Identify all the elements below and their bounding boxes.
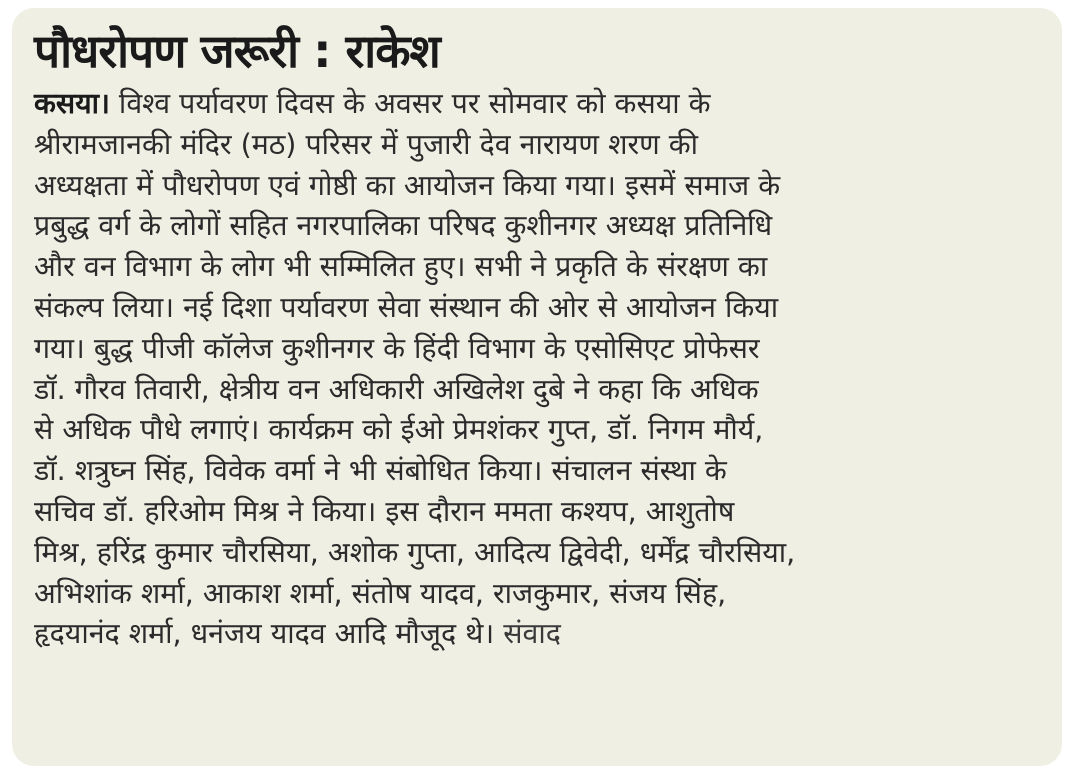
article-line-8: डॉ. गौरव तिवारी, क्षेत्रीय वन अधिकारी अखिलेश दुबे ने कहा कि अधिक [34,372,759,406]
article-line-10: डॉ. शत्रुघ्न सिंह, विवेक वर्मा ने भी संबोधित किया। संचालन संस्था के [34,454,727,488]
article-line-4: प्रबुद्ध वर्ग के लोगों सहित नगरपालिका परिषद कुशीनगर अध्यक्ष प्रतिनिधि [34,209,773,243]
article-line-3: अध्यक्षता में पौधरोपण एवं गोष्ठी का आयोजन किया गया। इसमें समाज के [34,168,781,202]
article-line-7: गया। बुद्ध पीजी कॉलेज कुशीनगर के हिंदी विभाग के एसोसिएट प्रोफेसर [34,331,760,365]
article-line-5: और वन विभाग के लोग भी सम्मिलित हुए। सभी ने प्रकृति के संरक्षण का [34,250,768,284]
article-line-6: संकल्प लिया। नई दिशा पर्यावरण सेवा संस्थान की ओर से आयोजन किया [34,290,779,324]
article-body [34,84,1042,655]
dateline: कसया। [34,87,110,120]
article-line-2: श्रीरामजानकी मंदिर (मठ) परिसर में पुजारी देव नारायण शरण की [34,127,699,161]
article-line-13: अभिशांक शर्मा, आकाश शर्मा, संतोष यादव, राजकुमार, संजय सिंह, [34,576,727,610]
article-line-11: सचिव डॉ. हरिओम मिश्र ने किया। इस दौरान ममता कश्यप, आशुतोष [34,494,735,528]
article-line-14: हृदयानंद शर्मा, धनंजय यादव आदि मौजूद थे। संवाद [34,617,561,651]
article-line-12: मिश्र, हरिंद्र कुमार चौरसिया, अशोक गुप्ता, आदित्य द्विवेदी, धर्मेंद्र चौरसिया, [34,535,796,569]
article-line-9: से अधिक पौधे लगाएं। कार्यक्रम को ईओ प्रेमशंकर गुप्त, डॉ. निगम मौर्य, [34,413,764,447]
headline: पौधरोपण जरूरी : राकेश [34,24,440,78]
article-line-1: कसया। विश्व पर्यावरण दिवस के अवसर पर सोमवार को कसया के [34,87,711,120]
byline: संवाद [494,617,561,651]
news-clipping [12,8,1062,766]
